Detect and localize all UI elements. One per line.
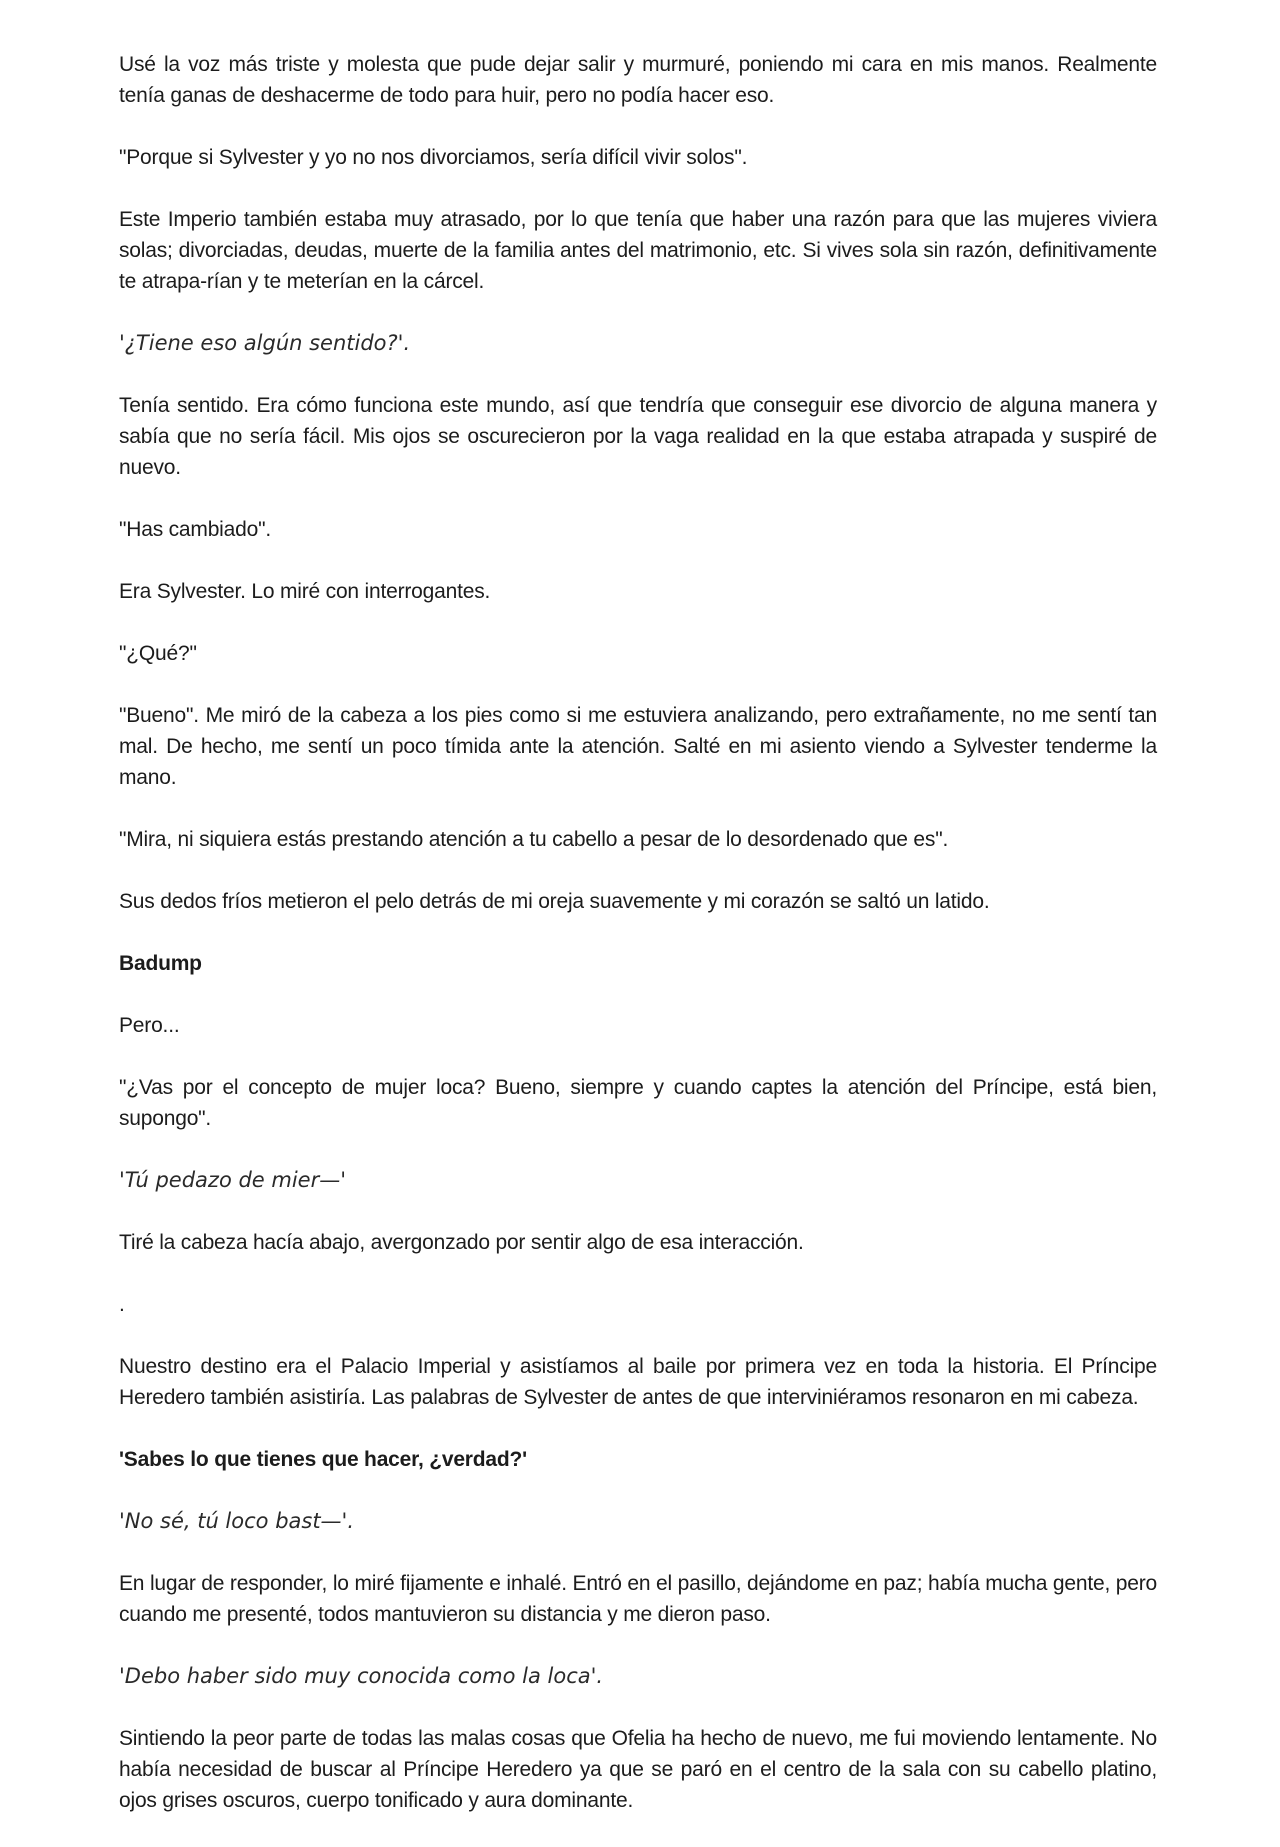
thought-paragraph: 'Debo haber sido muy conocida como la loca'. <box>119 1664 604 1688</box>
scene-break: . <box>119 1293 125 1316</box>
paragraph: Pero... <box>119 1014 180 1037</box>
paragraph: Tiré la cabeza hacía abajo, avergonzado por sentir algo de esa interacción. <box>119 1231 804 1254</box>
thought-paragraph: 'Tú pedazo de mier—' <box>119 1168 347 1192</box>
sound-effect-paragraph: Badump <box>119 952 202 975</box>
paragraph: Nuestro destino era el Palacio Imperial y asistíamos al baile por primera vez en toda la historia. El Príncipe Heredero también asistiría. Las palabras de Sylvester de antes de que interviniéramos resonaron en mi cabeza. <box>119 1355 1157 1409</box>
dialogue-paragraph: "¿Qué?" <box>119 642 197 665</box>
dialogue-paragraph: "Porque si Sylvester y yo no nos divorciamos, sería difícil vivir solos". <box>119 146 748 169</box>
paragraph: Usé la voz más triste y molesta que pude dejar salir y murmuré, poniendo mi cara en mis manos. Realmente tenía ganas de deshacerme de todo para huir, pero no podía hacer eso. <box>119 53 1157 107</box>
dialogue-paragraph: "¿Vas por el concepto de mujer loca? Bueno, siempre y cuando captes la atención del Príncipe, está bien, supongo". <box>119 1076 1157 1130</box>
paragraph: Era Sylvester. Lo miré con interrogantes. <box>119 580 491 603</box>
paragraph: Sintiendo la peor parte de todas las malas cosas que Ofelia ha hecho de nuevo, me fui moviendo lentamente. No había necesidad de buscar al Príncipe Heredero ya que se paró en el centro de la sala con su cabello platino, ojos grises oscuros, cuerpo tonificado y aura dominante. <box>119 1727 1157 1812</box>
thought-paragraph: 'No sé, tú loco bast—'. <box>119 1509 355 1533</box>
document-body <box>119 49 1157 1847</box>
dialogue-paragraph: "Mira, ni siquiera estás prestando atención a tu cabello a pesar de lo desordenado que es". <box>119 828 949 851</box>
paragraph: En lugar de responder, lo miré fijamente e inhalé. Entró en el pasillo, dejándome en paz; había mucha gente, pero cuando me presenté, todos mantuvieron su distancia y me dieron paso. <box>119 1572 1157 1626</box>
paragraph: "Bueno". Me miró de la cabeza a los pies como si me estuviera analizando, pero extrañamente, no me sentí tan mal. De hecho, me sentí un poco tímida ante la atención. Salté en mi asiento viendo a Sylvester tenderme la mano. <box>119 704 1157 789</box>
paragraph: Este Imperio también estaba muy atrasado, por lo que tenía que haber una razón para que las mujeres viviera solas; divorciadas, deudas, muerte de la familia antes del matrimonio, etc. Si vives sola sin razón, definitivamente te atrapa-rían y te meterían en la cárcel. <box>119 208 1157 293</box>
dialogue-paragraph: "Has cambiado". <box>119 518 271 541</box>
paragraph: Sus dedos fríos metieron el pelo detrás de mi oreja suavemente y mi corazón se saltó un latido. <box>119 890 990 913</box>
paragraph: Tenía sentido. Era cómo funciona este mundo, así que tendría que conseguir ese divorcio de alguna manera y sabía que no sería fácil. Mis ojos se oscurecieron por la vaga realidad en la que estaba atrapada y suspiré de nuevo. <box>119 394 1157 479</box>
thought-paragraph: '¿Tiene eso algún sentido?'. <box>119 331 411 355</box>
bold-quote-paragraph: 'Sabes lo que tienes que hacer, ¿verdad?' <box>119 1448 527 1471</box>
